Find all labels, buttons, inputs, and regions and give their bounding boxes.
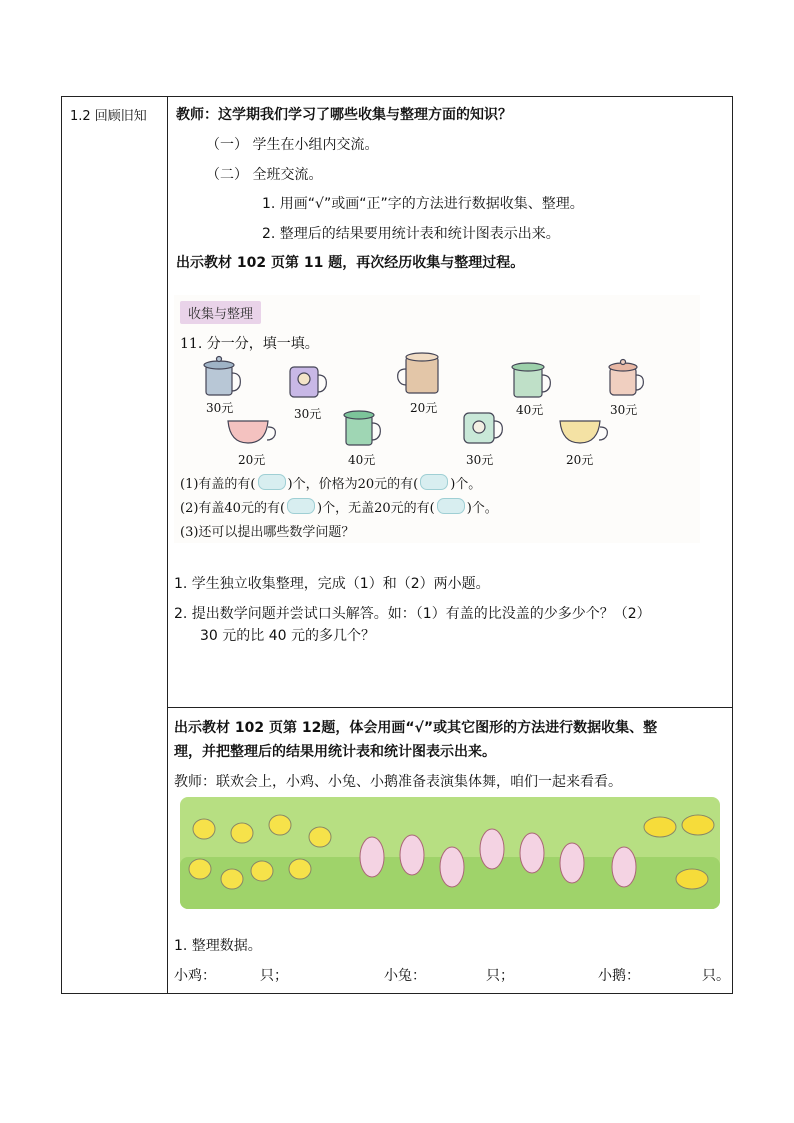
cups-illustration bbox=[174, 295, 700, 543]
cup-icon bbox=[290, 367, 326, 397]
price-label: 30元 bbox=[294, 407, 322, 421]
show-textbook-12-line-one: 出示教材 102 页第 12题，体会用画“√”或其它图形的方法进行数据收集、整 bbox=[174, 720, 658, 736]
goose-icon bbox=[644, 817, 676, 837]
goose-label: 小鹅： bbox=[598, 968, 640, 984]
show-textbook-12-line-two: 理，并把整理后的结果用统计表和统计图表示出来。 bbox=[174, 744, 496, 760]
rabbit-icon bbox=[480, 829, 504, 869]
rabbit-icon bbox=[440, 847, 464, 887]
price-label: 20元 bbox=[238, 453, 266, 467]
chick-icon bbox=[231, 823, 253, 843]
question-two-part-a: (2)有盖40元的有( bbox=[180, 501, 286, 516]
question-one-part-c: )个。 bbox=[450, 477, 482, 492]
chick-icon bbox=[221, 869, 243, 889]
cup-icon bbox=[560, 421, 607, 443]
show-textbook-11: 出示教材 102 页第 11 题，再次经历收集与整理过程。 bbox=[176, 255, 525, 271]
cup-icon bbox=[464, 413, 502, 443]
answer-blank[interactable] bbox=[420, 474, 448, 490]
question-three: (3)还可以提出哪些数学问题？ bbox=[180, 525, 355, 540]
price-label: 20元 bbox=[566, 453, 594, 467]
question-one bbox=[180, 473, 481, 492]
rabbit-icon bbox=[400, 835, 424, 875]
chick-label: 小鸡： bbox=[174, 968, 216, 984]
chick-icon bbox=[189, 859, 211, 879]
chick-unit: 只； bbox=[260, 968, 288, 984]
step-one: （一） 学生在小组内交流。 bbox=[206, 137, 379, 153]
answer-blank[interactable] bbox=[437, 498, 465, 514]
price-label: 40元 bbox=[516, 403, 544, 417]
price-label: 30元 bbox=[610, 403, 638, 417]
rabbit-icon bbox=[520, 833, 544, 873]
cup-icon bbox=[228, 421, 275, 443]
task-two-line-two: 30 元的比 40 元的多几个？ bbox=[200, 628, 375, 644]
cup-icon bbox=[204, 357, 240, 396]
answer-blank[interactable] bbox=[258, 474, 286, 490]
step-two: （二） 全班交流。 bbox=[206, 167, 323, 183]
rabbit-label: 小兔： bbox=[384, 968, 426, 984]
price-label: 30元 bbox=[466, 453, 494, 467]
price-label: 20元 bbox=[410, 401, 438, 415]
textbook-tag: 收集与整理 bbox=[180, 301, 261, 324]
exercise-title: 11. 分一分，填一填。 bbox=[180, 336, 319, 352]
point-two: 2. 整理后的结果要用统计表和统计图表示出来。 bbox=[262, 226, 560, 242]
task-organize: 1. 整理数据。 bbox=[174, 938, 262, 954]
question-one-part-b: )个，价格为20元的有( bbox=[287, 477, 419, 492]
task-two-line-one: 2. 提出数学问题并尝试口头解答。如：（1）有盖的比没盖的少多少个？（2） bbox=[174, 606, 651, 622]
chick-icon bbox=[193, 819, 215, 839]
animals-drawing bbox=[180, 797, 720, 909]
left-column bbox=[62, 97, 168, 993]
chick-icon bbox=[309, 827, 331, 847]
cup-icon bbox=[512, 363, 550, 397]
rabbit-icon bbox=[612, 847, 636, 887]
point-one: 1. 用画“√”或画“正”字的方法进行数据收集、整理。 bbox=[262, 196, 584, 212]
chick-icon bbox=[251, 861, 273, 881]
lesson-table bbox=[61, 96, 733, 994]
chick-icon bbox=[269, 815, 291, 835]
question-two-part-b: )个，无盖20元的有( bbox=[317, 501, 435, 516]
section-label: 1.2 回顾旧知 bbox=[70, 109, 147, 124]
cup-icon bbox=[344, 411, 380, 445]
rabbit-unit: 只； bbox=[486, 968, 514, 984]
price-label: 30元 bbox=[206, 401, 234, 415]
price-label: 40元 bbox=[348, 453, 376, 467]
answer-blank[interactable] bbox=[287, 498, 315, 514]
row-divider bbox=[168, 707, 732, 708]
goose-icon bbox=[676, 869, 708, 889]
cup-icon bbox=[609, 360, 643, 396]
rabbit-icon bbox=[560, 843, 584, 883]
goose-icon bbox=[682, 815, 714, 835]
task-one: 1. 学生独立收集整理，完成（1）和（2）两小题。 bbox=[174, 576, 490, 592]
question-two-part-c: )个。 bbox=[466, 501, 498, 516]
cup-icon bbox=[398, 353, 438, 393]
teacher-question: 教师：这学期我们学习了哪些收集与整理方面的知识？ bbox=[176, 107, 512, 123]
question-one-part-a: (1)有盖的有( bbox=[180, 477, 256, 492]
goose-unit: 只。 bbox=[702, 968, 730, 984]
question-two bbox=[180, 497, 498, 516]
teacher-intro: 教师：联欢会上，小鸡、小兔、小鹅准备表演集体舞，咱们一起来看看。 bbox=[174, 774, 622, 790]
rabbit-icon bbox=[360, 837, 384, 877]
chick-icon bbox=[289, 859, 311, 879]
animals-illustration bbox=[180, 797, 720, 909]
